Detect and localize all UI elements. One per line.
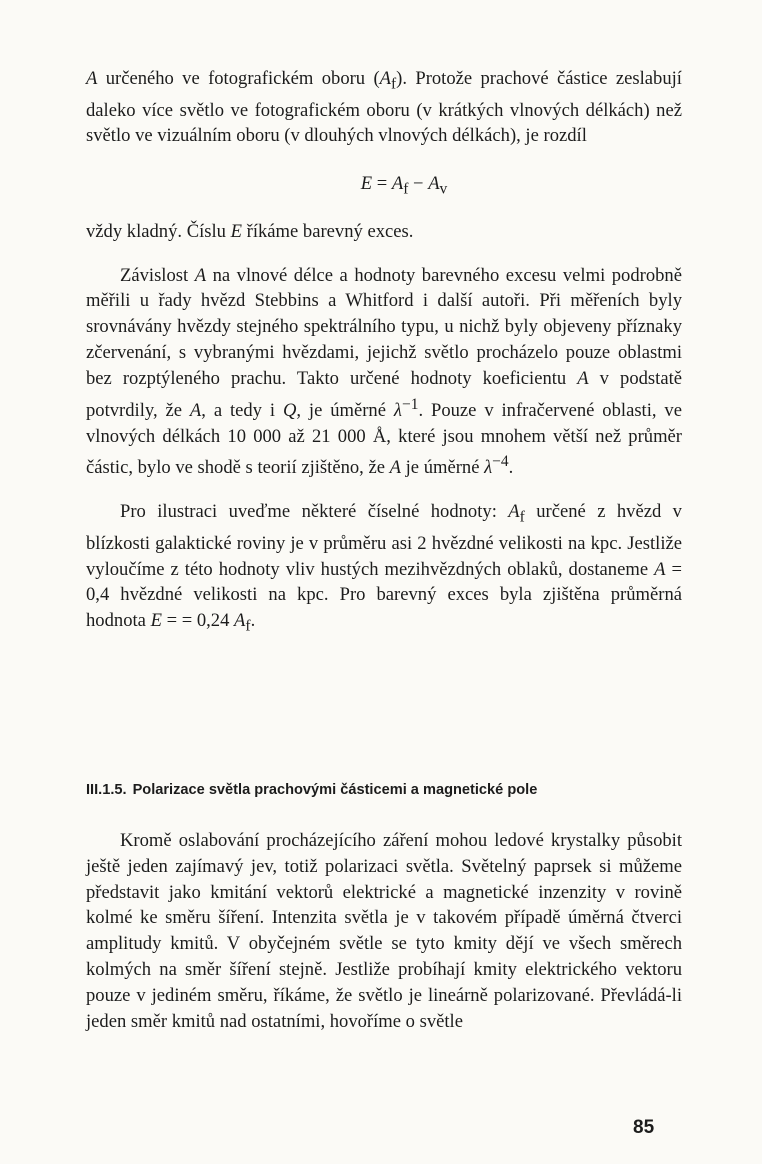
var: A <box>189 399 202 421</box>
var: A <box>508 501 520 523</box>
text: , a tedy i <box>201 399 283 421</box>
var-A: A <box>379 68 391 89</box>
var: A <box>194 264 207 286</box>
section-number: III.1.5. <box>86 782 127 798</box>
superscript: −1 <box>401 395 419 413</box>
text: ). Protože prachové částice zeslabují daleko více světlo ve fotografickém oboru (v krátkých vlnových délkách) než světlo ve vizuálním oboru (v dlouhých vlnových délkách), je rozdíl <box>86 68 682 147</box>
var-E: E <box>360 173 373 195</box>
var: E <box>150 610 162 632</box>
page-number: 85 <box>633 1117 655 1138</box>
var-A: A <box>86 68 98 89</box>
text: v podstatě potvrdily, že <box>86 367 682 421</box>
minus-sign: − <box>408 173 429 195</box>
paragraph-2 <box>86 263 682 482</box>
text: určené z hvězd v blízkosti galaktické roviny je v průměru asi 2 hvězdné velikosti na kpc. Jestliže vyloučíme z této hodnoty vliv hustých mezihvězdných oblaků, dostaneme <box>86 501 682 580</box>
text: = 0,4 hvězdné velikosti na kpc. Pro barevný exces byla zjištěna průměrná hodnota <box>86 558 682 632</box>
subscript: f <box>403 180 409 198</box>
var-lambda: λ <box>393 399 402 421</box>
section-title: Polarizace světla prachovými částicemi a magnetické pole <box>132 782 538 798</box>
var-A: A <box>428 173 440 195</box>
var-E: E <box>230 220 242 242</box>
page-body <box>86 66 682 640</box>
text: . <box>508 457 514 479</box>
text: na vlnové délce a hodnoty barevného excesu velmi podrobně měřili u řady hvězd Stebbins a Whitford i další autoři. Při měřeních byly srovnávány hvězdy stejného spektrálního typu, u nichž byly objeveny příznaky zčervenání, s vybranými hvězdami, jejichž světlo procházelo pouze oblastmi bez rozptýleného prachu. Takto určené hodnoty koeficientu <box>86 264 682 389</box>
subscript: f <box>245 618 251 635</box>
var: A <box>389 457 401 479</box>
var-lambda: λ <box>484 457 493 479</box>
var: Q <box>282 399 297 421</box>
equals-sign: = <box>372 173 392 195</box>
paragraph-3 <box>86 499 682 639</box>
var-A: A <box>391 173 404 195</box>
text: vždy kladný. Číslu <box>86 220 231 242</box>
superscript: −4 <box>492 453 509 471</box>
text: , je úměrné <box>296 399 394 421</box>
text: Pro ilustraci uveďme některé číselné hodnoty: <box>120 501 509 523</box>
paragraph-4: Kromě oslabování procházejícího záření mohou ledové krystalky působit ještě jeden zajímavý jev, totiž polarizaci světla. Světelný paprsek si můžeme představit jako kmitání vektorů elektrické a magnetické inzenzity v rovině kolmé ke směru šíření. Intenzita světla je v takovém případě úměrná čtverci amplitudy kmitů. V obyčejném světle se tyto kmity dějí ve všech směrech kolmých na směr šíření stejně. Jestliže probíhají kmity elektrického vektoru pouze v jediném směru, říkáme, že světlo je lineárně polarizované. Převládá-li jeden směr kmitů nad ostatními, hovoříme o světle <box>86 830 682 1032</box>
text: = = 0,24 <box>161 610 235 632</box>
text: . Pouze v infračervené oblasti, ve vlnových délkách 10 000 až 21 000 Å, které jsou mnohem větší než průměr částic, bylo ve shodě s teorií zjištěno, že <box>86 399 682 479</box>
section-heading <box>86 782 682 798</box>
var: A <box>234 610 246 632</box>
var: A <box>654 558 666 580</box>
subscript: v <box>439 180 448 198</box>
paragraph-1 <box>86 66 682 149</box>
text: . <box>250 610 256 632</box>
subscript: f <box>391 75 397 93</box>
subscript: f <box>519 509 525 527</box>
text: Závislost <box>120 264 195 286</box>
text: je úměrné <box>400 457 485 479</box>
formula-color-excess <box>126 173 682 199</box>
text: říkáme barevný exces. <box>241 220 414 242</box>
var: A <box>577 367 589 389</box>
text: určeného ve fotografickém oboru ( <box>97 68 380 89</box>
paragraph-after-formula <box>86 219 682 245</box>
